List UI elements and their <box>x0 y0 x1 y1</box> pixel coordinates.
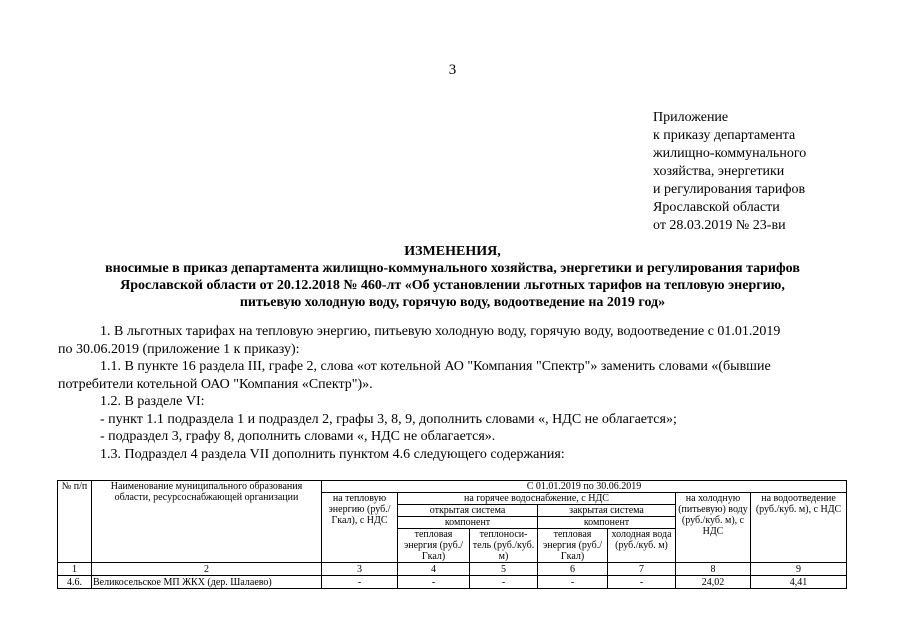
paragraph: по 30.06.2019 (приложение 1 к приказу): <box>58 341 300 357</box>
column-number: 1 <box>58 563 92 576</box>
appendix-line: к приказу департамента <box>653 128 796 143</box>
paragraph: 1. В льготных тарифах на тепловую энергию, питьевую холодную воду, горячую воду, водоотведение с 01.01.2019 <box>100 324 781 339</box>
column-number: 8 <box>676 563 751 576</box>
title-line: питьевую холодную воду, горячую воду, водоотведение на 2019 год» <box>239 295 666 310</box>
document-title <box>40 243 865 311</box>
cell-value: - <box>538 576 608 589</box>
appendix-line: Приложение <box>653 110 729 125</box>
column-number: 7 <box>608 563 676 576</box>
header-coldwater: на холодную (питьевую) воду (руб./куб. м), с НДС <box>676 493 751 563</box>
cell-num: 4.6. <box>58 576 92 589</box>
appendix-block <box>653 109 806 235</box>
tariff-table <box>57 480 847 589</box>
cell-value: 4,41 <box>751 576 847 589</box>
cell-value: - <box>470 576 538 589</box>
paragraph: 1.1. В пункте 16 раздела III, графе 2, слова «от котельной АО "Компания "Спектр"» заменить словами «(бывшие <box>100 359 771 374</box>
document-body <box>58 323 848 463</box>
appendix-line: жилищно-коммунального <box>653 146 807 161</box>
header-sewage: на водоотведение (руб./куб. м), с НДС <box>751 493 847 563</box>
cell-name: Великосельское МП ЖКХ (дер. Шалаево) <box>92 576 322 589</box>
column-number: 2 <box>92 563 322 576</box>
table-row <box>58 576 847 589</box>
paragraph: потребители котельной ОАО "Компания «Спектр")». <box>58 376 373 392</box>
paragraph: - подраздел 3, графу 8, дополнить словами «, НДС не облагается». <box>100 429 496 444</box>
header-carrier: теплоноси-тель (руб./куб. м) <box>470 529 538 563</box>
appendix-line: Ярославской области <box>653 200 780 215</box>
title-heading: ИЗМЕНЕНИЯ, <box>404 244 501 259</box>
cell-value: 24,02 <box>676 576 751 589</box>
appendix-line: от 28.03.2019 № 23-ви <box>653 218 786 233</box>
column-number: 5 <box>470 563 538 576</box>
header-closed-system: закрытая система <box>538 505 676 517</box>
cell-value: - <box>608 576 676 589</box>
header-heat: на тепловую энергию (руб./Гкал), с НДС <box>322 493 398 563</box>
page-number: 3 <box>448 62 457 78</box>
paragraph: 1.2. В разделе VI: <box>100 394 205 409</box>
title-line: Ярославской области от 20.12.2018 № 460-лт «Об установлении льготных тарифов на тепловую энергию, <box>120 278 785 293</box>
header-hotwater: на горячее водоснабжение, с НДС <box>398 493 676 505</box>
appendix-line: хозяйства, энергетики <box>653 164 785 179</box>
header-cold-component: холодная вода (руб./куб. м) <box>608 529 676 563</box>
header-heat-energy: тепловая энергия (руб./Гкал) <box>398 529 470 563</box>
column-number: 9 <box>751 563 847 576</box>
column-number: 4 <box>398 563 470 576</box>
header-period: С 01.01.2019 по 30.06.2019 <box>322 481 847 493</box>
header-open-system: открытая система <box>398 505 538 517</box>
column-number: 3 <box>322 563 398 576</box>
cell-value: - <box>398 576 470 589</box>
header-num: № п/п <box>58 481 92 563</box>
cell-value: - <box>322 576 398 589</box>
column-number: 6 <box>538 563 608 576</box>
header-heat-energy: тепловая энергия (руб./Гкал) <box>538 529 608 563</box>
header-name: Наименование муниципального образования области, ресурсоснабжающей организации <box>92 481 322 563</box>
appendix-line: и регулирования тарифов <box>653 182 806 197</box>
paragraph: 1.3. Подраздел 4 раздела VII дополнить пунктом 4.6 следующего содержания: <box>100 446 565 462</box>
header-component: компонент <box>538 517 676 529</box>
title-line: вносимые в приказ департамента жилищно-коммунального хозяйства, энергетики и регулирования тарифов <box>105 261 800 276</box>
paragraph: - пункт 1.1 подраздела 1 и подраздел 2, графы 3, 8, 9, дополнить словами «, НДС не облагается»; <box>100 411 677 427</box>
header-component: компонент <box>398 517 538 529</box>
